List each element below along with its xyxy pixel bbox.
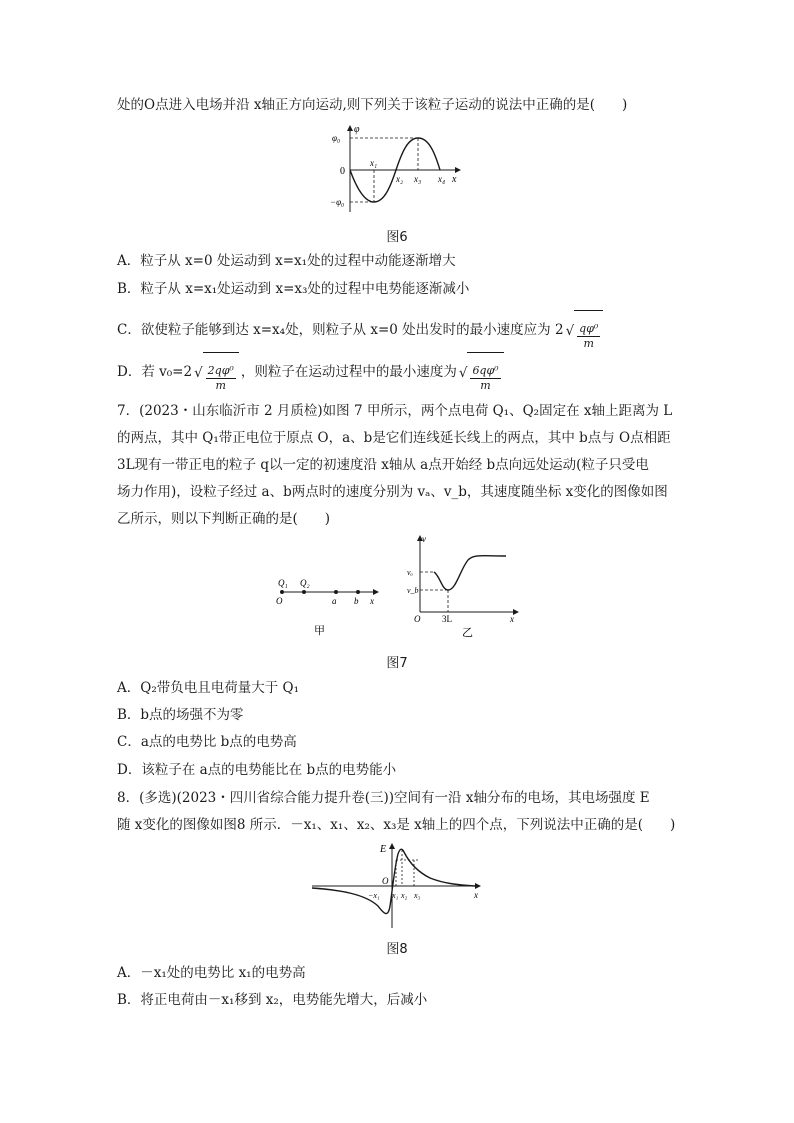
q8-line-2: 随 x变化的图像如图8 所示．－x₁、x₁、x₂、x₃是 x轴上的四个点，下列说法中正确的是( ) xyxy=(117,817,676,833)
q8-line-1: 8．(多选)(2023・四川省综合能力提升卷(三))空间有一沿 x轴分布的电场，其电场强度 E xyxy=(117,790,650,806)
fig7-o-label-right: O xyxy=(414,614,421,624)
frac-d2-num: 6qφ⁰ xyxy=(472,364,499,377)
sqrt-d1: √ $\frac{\text{2qφ⁰}}{m}$ xyxy=(194,352,239,393)
fig7-3l-label: 3L xyxy=(442,614,452,624)
fig7-q1-label: Q₁ xyxy=(278,578,288,588)
q6-option-d xyxy=(117,352,506,393)
figure-6-caption: 图6 xyxy=(386,230,408,245)
figure-7-left xyxy=(272,570,382,640)
fig8-x1-label: x₁ xyxy=(392,891,399,900)
q6-option-b: B．粒子从 x=x₁处运动到 x=x₃处的过程中电势能逐渐减小 xyxy=(117,281,470,297)
q6-option-a: A．粒子从 x=0 处运动到 x=x₁处的过程中动能逐渐增大 xyxy=(117,253,456,269)
fig7-a-label: a xyxy=(332,596,337,606)
fig6-x3-label: x₃ xyxy=(414,174,422,184)
q7-option-b: B．b点的场强不为零 xyxy=(117,707,244,723)
fig7-sub-jia: 甲 xyxy=(314,625,325,637)
fig7-x-label-left: x xyxy=(370,596,374,606)
fig6-x-label: x xyxy=(452,174,457,185)
q7-option-d: D．该粒子在 a点的电势能比在 b点的电势能小 xyxy=(117,762,397,778)
fig8-negx1-label: −x₁ xyxy=(368,891,380,900)
fig6-phi-label: φ xyxy=(354,124,360,135)
q6-option-c-text: C．欲使粒子能够到达 x=x₄处，则粒子从 x=0 处出发时的最小速度应为 2 xyxy=(117,322,564,338)
frac-c-den: m xyxy=(583,337,594,350)
q6-stem-line: 处的O点进入电场并沿 x轴正方向运动,则下列关于该粒子运动的说法中正确的是( ) xyxy=(117,97,628,113)
fig7-vb-label: v_b xyxy=(407,586,419,595)
fig6-phi0-label: φ₀ xyxy=(332,133,341,143)
figure-8-caption: 图8 xyxy=(386,942,408,957)
sqrt-c: √ $\frac{\text{qφ⁰}}{m}$ xyxy=(566,310,604,351)
fig8-o-label: O xyxy=(382,876,389,886)
frac-c-num: qφ⁰ xyxy=(579,322,599,335)
q8-option-a: A．－x₁处的电势比 x₁的电势高 xyxy=(117,965,306,981)
q7-line-4: 场力作用)，设粒子经过 a、b两点时的速度分别为 vₐ、v_b，其速度随坐标 x变化的图像如图 xyxy=(117,484,668,500)
figure-6 xyxy=(330,122,470,214)
q8-option-b: B．将正电荷由－x₁移到 x₂，电势能先增大，后减小 xyxy=(117,992,428,1008)
fig6-negphi0-label: −φ₀ xyxy=(330,197,345,207)
frac-d2-den: m xyxy=(480,379,491,392)
fig6-x2-label: x₂ xyxy=(396,174,404,184)
fig7-b-label: b xyxy=(354,596,359,606)
q7-line-3: 3L现有一带正电的粒子 q以一定的初速度沿 x轴从 a点开始经 b点向远处运动(粒子只受电 xyxy=(117,457,649,473)
figure-7-caption: 图7 xyxy=(386,656,408,671)
q7-option-a: A．Q₂带负电且电荷量大于 Q₁ xyxy=(117,680,299,696)
q6-option-c xyxy=(117,310,605,351)
fig6-x4-label: x₄ xyxy=(438,174,446,184)
figure-8 xyxy=(310,840,485,930)
fig7-x-label-right: x xyxy=(510,614,514,624)
fig8-e-label: E xyxy=(380,844,387,855)
q6-option-d-pre: D．若 v₀=2 xyxy=(117,364,193,380)
sqrt-d2: √ $\frac{\text{6qφ⁰}}{m}$ xyxy=(459,352,504,393)
q7-option-c: C．a点的电势比 b点的电势高 xyxy=(117,734,297,750)
frac-d1-den: m xyxy=(215,379,226,392)
q7-line-1: 7．(2023・山东临沂市 2 月质检)如图 7 甲所示，两个点电荷 Q₁、Q₂固定在 x轴上距离为 L xyxy=(117,403,673,419)
fig7-q2-label: Q₂ xyxy=(300,578,310,588)
fig8-x2-label: x₂ xyxy=(401,891,408,900)
fig6-x1-label: x₁ xyxy=(370,158,378,168)
fig6-zero-label: 0 xyxy=(340,166,345,177)
fig8-x-label: x xyxy=(474,890,478,900)
q7-line-5: 乙所示，则以下判断正确的是( ) xyxy=(117,511,331,527)
fig7-sub-yi: 乙 xyxy=(462,627,473,639)
frac-d1-num: 2qφ⁰ xyxy=(207,364,234,377)
q6-option-d-mid: ，则粒子在运动过程中的最小速度为 xyxy=(240,364,457,380)
fig7-o-label: O xyxy=(276,596,283,606)
q7-line-2: 的两点，其中 Q₁带正电位于原点 O，a、b是它们连线延长线上的两点，其中 b点与 O点相距 xyxy=(117,430,671,446)
fig7-va-label: vₐ xyxy=(407,568,413,577)
fig8-x3-label: x₃ xyxy=(414,891,421,900)
fig7-v-label: v xyxy=(422,534,426,544)
figure-7-right xyxy=(402,532,524,642)
